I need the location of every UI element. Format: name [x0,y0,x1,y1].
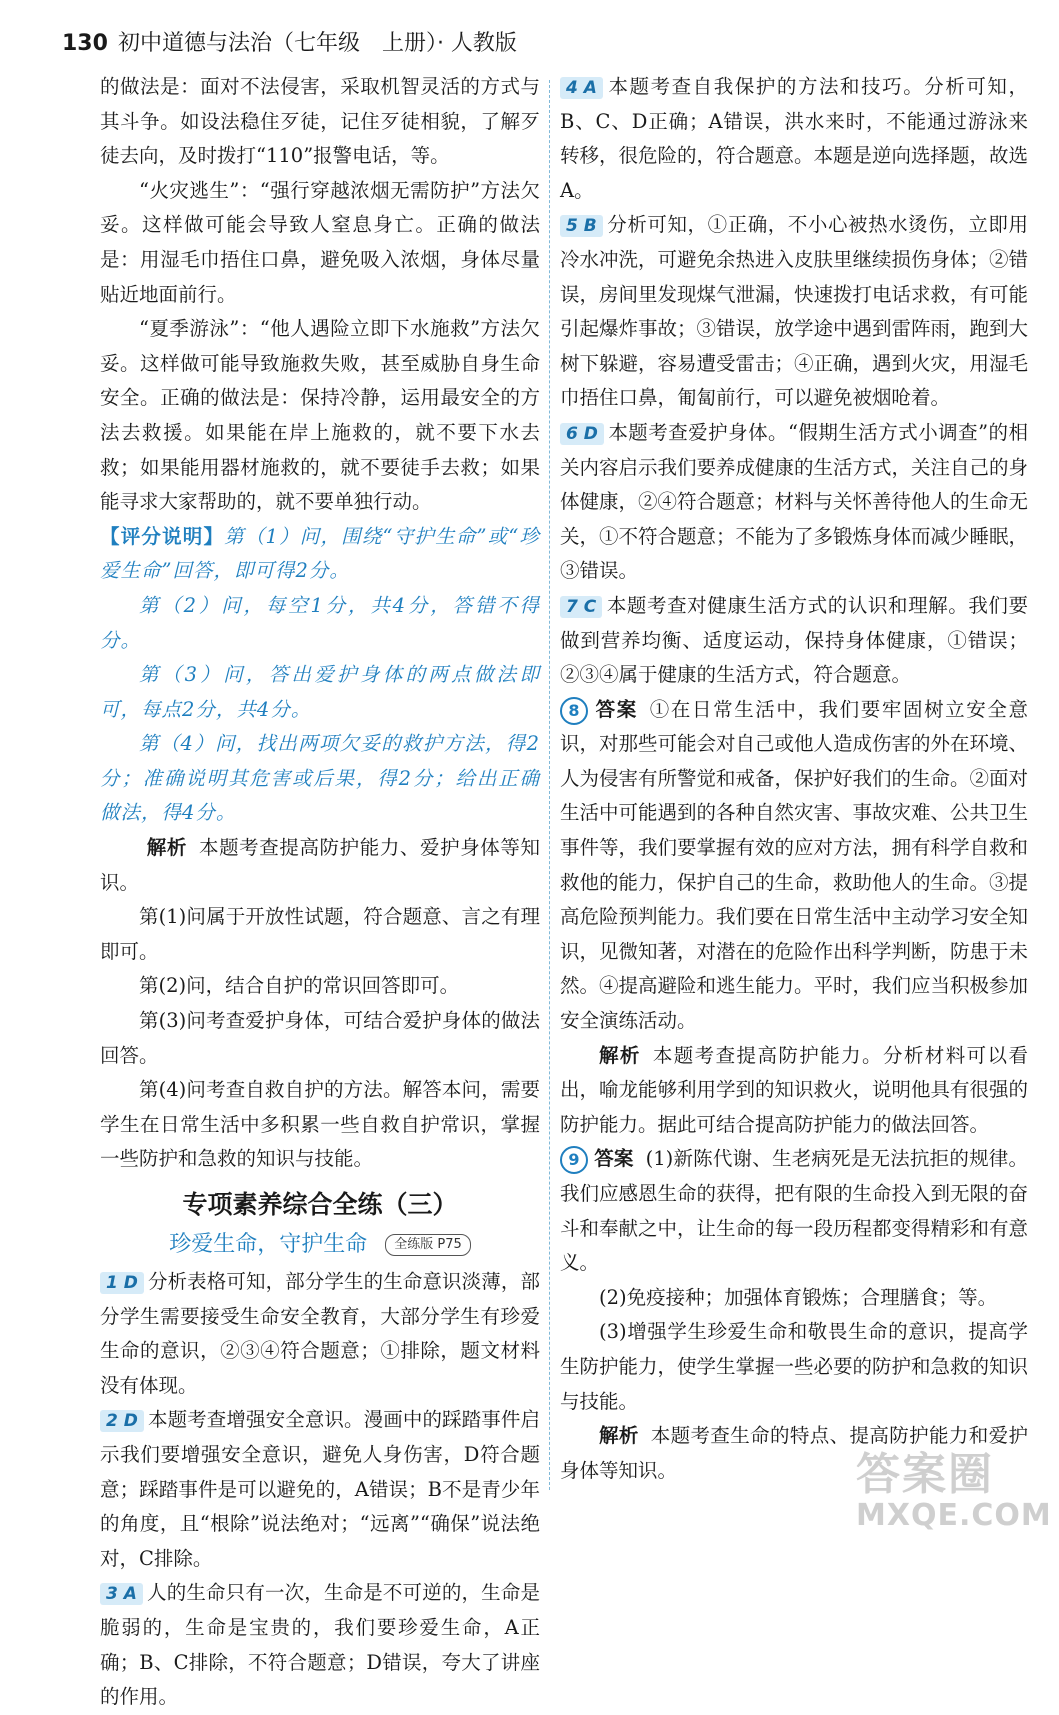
q3-text: 人的生命只有一次，生命是不可逆的，生命是脆弱的，生命是宝贵的，我们要珍爱生命，A正确；B、C排除，不符合题意；D错误，夸大了讲座的作用。 [100,1581,540,1709]
column-divider [549,80,550,1490]
q4-badge: 4 A [560,77,603,99]
analysis-label: 解析 [146,836,187,860]
question-6 [560,416,1028,589]
answer-continuation: 的做法是：面对不法侵害，采取机智灵活的方式与其斗争。如设法稳住歹徒，记住歹徒相貌，了解歹徒去向，及时拨打“110”报警电话，等。 [100,75,540,168]
question-9-answer-2: (2)免疫接种；加强体育锻炼；合理膳食；等。 [599,1285,998,1309]
question-7 [560,589,1028,693]
page-number: 130 [62,31,108,56]
section-tag: 全练版 P75 [385,1234,471,1256]
question-1 [100,1265,540,1403]
question-8-analysis [560,1039,1028,1143]
q9-number: 9 [560,1146,588,1174]
watermark-text: 答案圈 [856,1449,994,1500]
q9-analysis-text: 本题考查生命的特点、提高防护能力和爱护身体等知识。 [560,1424,1028,1482]
q7-badge: 7 C [560,596,602,618]
scoring-note-2: 第（2）问，每空1分，共4分，答错不得分。 [100,593,540,652]
question-8-answer [560,693,1028,1039]
left-column [100,70,540,1715]
section-title: 专项素养综合全练（三） [182,1190,458,1219]
section-subtitle: 珍爱生命，守护生命 [169,1232,368,1257]
q8-analysis-label: 解析 [599,1043,641,1067]
q2-text: 本题考查增强安全意识。漫画中的踩踏事件启示我们要增强安全意识，避免人身伤害，D符合题意；踩踏事件是可以避免的，A错误；B不是青少年的角度，且“根除”说法绝对；“远离”“确保”说法绝对，C排除。 [100,1408,540,1570]
book-title: 初中道德与法治（七年级 上册）· 人教版 [117,31,517,56]
q9-answer-text-1: (1)新陈代谢、生老病死是无法抗拒的规律。我们应感恩生命的获得，把有限的生命投入到无限的奋斗和奉献之中，让生命的每一段历程都变得精彩和有意义。 [560,1147,1029,1275]
analysis-part-2: 第(2)问，结合自护的常识回答即可。 [139,974,460,998]
swimming-paragraph: “夏季游泳”：“他人遇险立即下水施救”方法欠妥。这样做可能导致施救失败，甚至威胁自身生命安全。正确的做法是：保持冷静，运用最安全的方法去救援。如果能在岸上施救的，就不要下水去救；如果能用器材施救的，就不要徒手去救；如果能寻求大家帮助的，就不要单独行动。 [100,317,540,514]
analysis-part-3: 第(3)问考查爱护身体，可结合爱护身体的做法回答。 [100,1009,540,1067]
right-column [560,70,1028,1488]
fire-escape-paragraph: “火灾逃生”：“强行穿越浓烟无需防护”方法欠妥。这样做可能会导致人窒息身亡。正确的做法是：用湿毛巾捂住口鼻，避免吸入浓烟，身体尽量贴近地面前行。 [100,178,540,306]
watermark-logo [856,1450,1056,1536]
analysis-intro [100,831,540,900]
q1-text: 分析表格可知，部分学生的生命意识淡薄，部分学生需要接受生命安全教育，大部分学生有珍爱生命的意识，②③④符合题意；①排除，题文材料没有体现。 [100,1270,540,1397]
scoring-text-1: 第（1）问，围绕“守护生命”或“珍爱生命”回答，即可得2分。 [100,524,540,583]
analysis-part-4: 第(4)问考查自救自护的方法。解答本问，需要学生在日常生活中多积累一些自救自护常识，掌握一些防护和急救的知识与技能。 [100,1078,540,1171]
q9-analysis-label: 解析 [599,1424,639,1448]
q8-analysis-text: 本题考查提高防护能力。分析材料可以看出，喻龙能够利用学到的知识救火，说明他具有很强的防护能力。据此可结合提高防护能力的做法回答。 [560,1043,1029,1136]
scoring-label: 【评分说明】 [100,524,225,548]
q9-answer-label: 答案 [594,1147,634,1171]
scoring-note-4: 第（4）问，找出两项欠妥的救护方法，得2分；准确说明其危害或后果，得2分；给出正确做法，得4分。 [100,732,540,825]
q5-text: 分析可知，①正确，不小心被热水烫伤，立即用冷水冲洗，可避免余热进入皮肤里继续损伤身体；②错误，房间里发现煤气泄漏，快速拨打电话求救，有可能引起爆炸事故；③错误，放学途中遇到雷阵雨，跑到大树下躲避，容易遭受雷击；④正确，遇到火灾，用湿毛巾捂住口鼻，匍匐前行，可以避免被烟呛着。 [560,213,1029,410]
question-9-answer [560,1142,1028,1280]
q7-text: 本题考查对健康生活方式的认识和理解。我们要做到营养均衡、适度运动，保持身体健康，①错误；②③④属于健康的生活方式，符合题意。 [560,593,1028,687]
question-9-answer-3: (3)增强学生珍爱生命和敬畏生命的意识，提高学生防护能力，使学生掌握一些必要的防护和急救的知识与技能。 [560,1320,1029,1413]
question-2 [100,1403,540,1576]
question-4 [560,70,1028,208]
section-subtitle-row [100,1225,540,1265]
q6-badge: 6 D [560,423,604,445]
page-header [62,26,517,66]
q8-number: 8 [560,697,588,725]
q8-answer-text: ①在日常生活中，我们要牢固树立安全意识，对那些可能会对自己或他人造成伤害的外在环境、人为侵害有所警觉和戒备，保护好我们的生命。②面对生活中可能遇到的各种自然灾害、事故灾难、公共卫生事件等，我们要掌握有效的应对方法，拥有科学自救和救他的能力，保护自己的生命，救助他人的生命。③提高危险预判能力。我们要在日常生活中主动学习安全知识，见微知著，对潜在的危险作出科学判断，防患于未然。④提高避险和逃生能力。平时，我们应当积极参加安全演练活动。 [560,697,1029,1033]
q8-answer-label: 答案 [594,697,638,721]
scoring-note-1 [100,520,540,589]
q4-text: 本题考查自我保护的方法和技巧。分析可知，B、C、D正确；A错误，洪水来时，不能通过游泳来转移，很危险的，符合题意。本题是逆向选择题，故选A。 [560,75,1029,202]
q6-text: 本题考查爱护身体。“假期生活方式小调查”的相关内容启示我们要养成健康的生活方式，关注自己的身体健康，②④符合题意；材料与关怀善待他人的生命无关，①不符合题意；不能为了多锻炼身体而减少睡眠，③错误。 [560,420,1029,583]
analysis-text: 本题考查提高防护能力、爱护身体等知识。 [100,836,540,894]
watermark-url: MXQE.COM [856,1498,1052,1533]
scoring-note-3: 第（3）问，答出爱护身体的两点做法即可，每点2分，共4分。 [100,663,540,721]
question-5 [560,208,1028,416]
q5-badge: 5 B [560,215,603,237]
q2-badge: 2 D [100,1410,144,1432]
q3-badge: 3 A [100,1583,143,1605]
analysis-part-1: 第(1)问属于开放性试题，符合题意、言之有理即可。 [100,905,540,963]
q1-badge: 1 D [100,1272,144,1294]
question-3 [100,1576,540,1714]
